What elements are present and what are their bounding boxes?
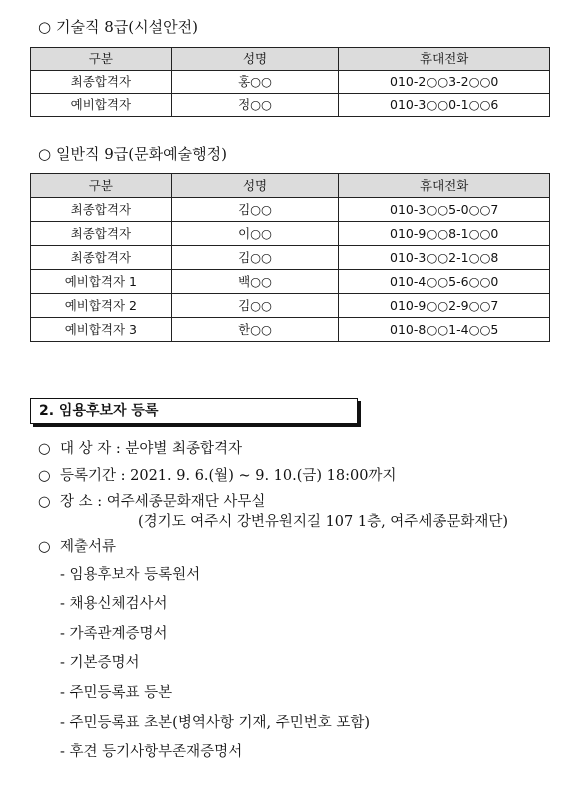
place-line: [38, 490, 265, 511]
table-row: [31, 318, 550, 342]
circle-bullet-icon: ○: [38, 441, 51, 457]
cell-phone: 010-9○○8-1○○0: [339, 222, 550, 246]
circle-bullet-icon: ○: [38, 539, 51, 555]
documents-title: 제출서류: [60, 539, 117, 555]
cell-category: 예비합격자: [31, 94, 172, 117]
header-name: 성명: [171, 48, 339, 71]
target-line: [38, 437, 242, 458]
header-phone: 휴대전화: [339, 174, 550, 198]
list-item: - 기본증명서: [60, 655, 140, 671]
period-line: [38, 464, 396, 485]
section1-table: [30, 47, 550, 117]
cell-category: 예비합격자 1: [31, 270, 172, 294]
table-header-row: [31, 174, 550, 198]
cell-phone: 010-4○○5-6○○0: [339, 270, 550, 294]
header-phone: 휴대전화: [339, 48, 550, 71]
section2-heading: [38, 143, 227, 164]
cell-phone: 010-2○○3-2○○0: [339, 71, 550, 94]
list-item: - 주민등록표 등본: [60, 685, 173, 701]
circle-bullet-icon: ○: [38, 468, 51, 484]
cell-phone: 010-3○○0-1○○6: [339, 94, 550, 117]
cell-name: 백○○: [171, 270, 339, 294]
table-header-row: [31, 48, 550, 71]
table-row: [31, 294, 550, 318]
cell-category: 최종합격자: [31, 71, 172, 94]
list-item: - 주민등록표 초본(병역사항 기재, 주민번호 포함): [60, 715, 370, 731]
cell-name: 이○○: [171, 222, 339, 246]
cell-phone: 010-8○○1-4○○5: [339, 318, 550, 342]
circle-bullet-icon: ○: [38, 18, 52, 36]
section1-heading: [38, 16, 198, 37]
section1-title: 기술직 8급(시설안전): [56, 18, 198, 36]
cell-name: 김○○: [171, 246, 339, 270]
list-item: - 가족관계증명서: [60, 626, 168, 642]
registration-section-title: 2. 임용후보자 등록: [30, 398, 358, 424]
section2-title: 일반직 9급(문화예술행정): [56, 145, 227, 163]
cell-category: 최종합격자: [31, 222, 172, 246]
place-text: 장 소 : 여주세종문화재단 사무실: [60, 494, 266, 510]
table-row: [31, 94, 550, 117]
list-item: - 후견 등기사항부존재증명서: [60, 744, 243, 760]
cell-name: 김○○: [171, 294, 339, 318]
cell-name: 홍○○: [171, 71, 339, 94]
list-item: - 채용신체검사서: [60, 596, 168, 612]
cell-phone: 010-3○○5-0○○7: [339, 198, 550, 222]
header-name: 성명: [171, 174, 339, 198]
table-row: [31, 222, 550, 246]
cell-name: 정○○: [171, 94, 339, 117]
cell-category: 예비합격자 2: [31, 294, 172, 318]
table-row: [31, 71, 550, 94]
cell-category: 예비합격자 3: [31, 318, 172, 342]
cell-phone: 010-9○○2-9○○7: [339, 294, 550, 318]
cell-name: 김○○: [171, 198, 339, 222]
circle-bullet-icon: ○: [38, 145, 52, 163]
cell-phone: 010-3○○2-1○○8: [339, 246, 550, 270]
table-row: [31, 246, 550, 270]
target-text: 대 상 자 : 분야별 최종합격자: [60, 441, 243, 457]
table-row: [31, 270, 550, 294]
header-category: 구분: [31, 48, 172, 71]
cell-name: 한○○: [171, 318, 339, 342]
address-text: (경기도 여주시 강변유원지길 107 1층, 여주세종문화재단): [138, 514, 509, 530]
circle-bullet-icon: ○: [38, 494, 51, 510]
table-row: [31, 198, 550, 222]
header-category: 구분: [31, 174, 172, 198]
documents-heading: [38, 535, 116, 556]
cell-category: 최종합격자: [31, 246, 172, 270]
section2-table: [30, 173, 550, 342]
list-item: - 임용후보자 등록원서: [60, 567, 201, 583]
period-text: 등록기간 : 2021. 9. 6.(월) ~ 9. 10.(금) 18:00까지: [60, 468, 397, 484]
cell-category: 최종합격자: [31, 198, 172, 222]
